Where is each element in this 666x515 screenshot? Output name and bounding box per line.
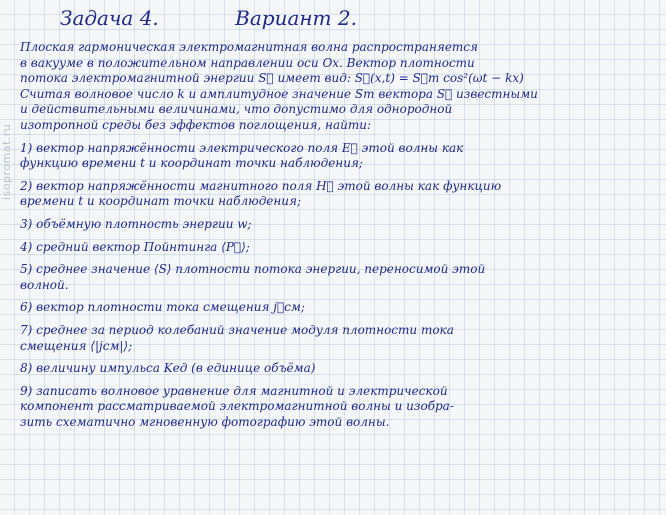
item-7-line: 7) среднее за период колебаний значение модуля плотности тока [20,322,454,337]
item-6-line: 6) вектор плотности тока смещения j⃗см; [20,300,305,315]
item-1-line: 1) вектор напряжённости электрического поля E⃗ этой волны как [20,140,464,155]
intro-line: Считая волновое число k и амплитудное значение Sm вектора S⃗ известными [20,86,538,101]
intro-line: и действительными величинами, что допустимо для однородной [20,102,453,117]
item-7-line: смещения ⟨|jсм|⟩; [20,338,133,353]
item-5-line: волной. [20,277,69,292]
task-title: Задача 4. [60,6,159,30]
intro-line: в вакууме в положительном направлении оси Ox. Вектор плотности [20,55,475,70]
item-9-line: компонент рассматриваемой электромагнитной волны и изобра- [20,399,454,414]
item-9-line: 9) записать волновое уравнение для магнитной и электрической [20,383,448,398]
item-4-line: 4) средний вектор Пойнтинга ⟨P⃗⟩; [20,239,250,254]
item-9-line: зить схематично мгновенную фотографию этой волны. [20,414,390,429]
item-2-line: 2) вектор напряжённости магнитного поля H⃗ этой волны как функцию [20,178,502,193]
page-header [60,6,357,32]
problem-text [20,40,656,430]
watermark: isopromat.ru [0,123,13,200]
item-2-line: времени t и координат точки наблюдения; [20,194,302,209]
item-5-line: 5) среднее значение ⟨S⟩ плотности потока энергии, переносимой этой [20,262,486,277]
intro-line: изотропной среды без эффектов поглощения, найти: [20,117,371,132]
item-3-line: 3) объёмную плотность энергии w; [20,216,252,231]
item-1-line: функцию времени t и координат точки наблюдения; [20,156,363,171]
intro-line: потока электромагнитной энергии S⃗ имеет вид: S⃗(x,t) = S⃗m cos²(ωt − kx) [20,71,524,86]
item-8-line: 8) величину импульса Kед (в единице объёма) [20,361,316,376]
intro-line: Плоская гармоническая электромагнитная волна распространяется [20,40,478,54]
variant-title: Вариант 2. [235,6,357,30]
